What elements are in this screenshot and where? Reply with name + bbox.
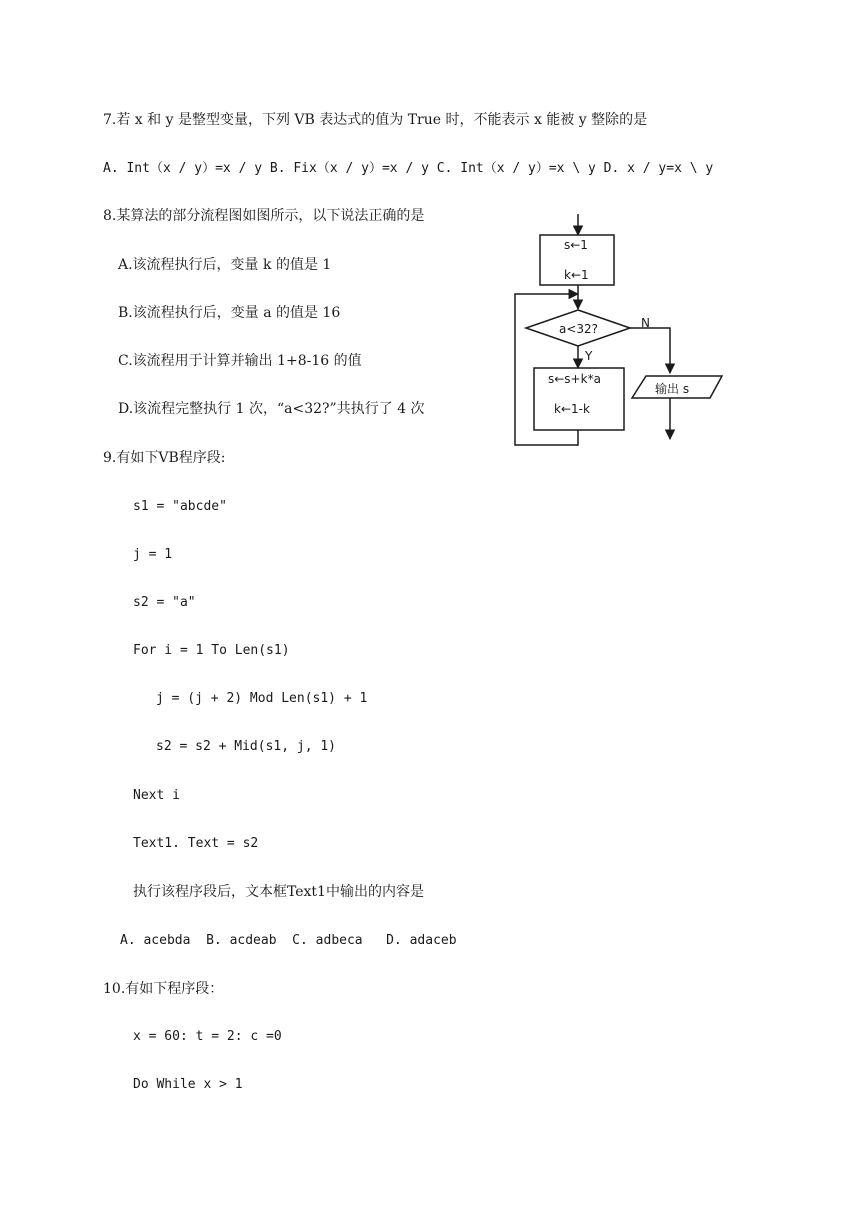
q8-option-c: C.该流程用于计算并输出 1+8-16 的值 (118, 353, 362, 369)
q7-stem: 7.若 x 和 y 是整型变量，下列 VB 表达式的值为 True 时，不能表示 x 能被 y 整除的是 (103, 112, 648, 128)
q9-question: 执行该程序段后，文本框Text1中输出的内容是 (133, 884, 424, 900)
no-arrow (630, 328, 670, 373)
q8-option-a: A.该流程执行后，变量 k 的值是 1 (118, 257, 332, 273)
code-line: s2 = "a" (133, 595, 196, 610)
body-line1: s←s+k*a (548, 372, 601, 386)
code-line: Text1. Text = s2 (133, 836, 259, 851)
q8-option-b: B.该流程执行后，变量 a 的值是 16 (118, 305, 341, 321)
body-line2: k←1-k (554, 402, 590, 416)
code-line: s2 = s2 + Mid(s1, j, 1) (156, 739, 337, 754)
init-s: s←1 (564, 238, 588, 252)
flowchart (508, 208, 728, 448)
q8-option-d: D.该流程完整执行 1 次，“a<32?”共执行了 4 次 (118, 401, 425, 417)
q7-options: A. Int（x / y）=x / y B. Fix（x / y）=x / y C. Int（x / y）=x \ y D. x / y=x \ y (103, 161, 714, 176)
code-line: j = (j + 2) Mod Len(s1) + 1 (156, 691, 368, 706)
output-text: 输出 s (655, 382, 690, 396)
condition-text: a<32? (559, 322, 599, 336)
code-line: s1 = "abcde" (133, 499, 227, 514)
code-line: For i = 1 To Len(s1) (133, 643, 290, 658)
no-label: N (641, 316, 650, 330)
q10-stem: 10.有如下程序段： (103, 981, 224, 997)
yes-label: Y (585, 349, 593, 363)
code-line: Do While x > 1 (133, 1077, 243, 1092)
init-k: k←1 (564, 268, 589, 282)
q9-options: A. acebda B. acdeab C. adbeca D. adaceb (120, 933, 457, 948)
q8-stem: 8.某算法的部分流程图如图所示，以下说法正确的是 (103, 208, 425, 224)
q9-stem: 9.有如下VB程序段: (103, 450, 226, 466)
code-line: x = 60: t = 2: c =0 (133, 1029, 282, 1044)
code-line: Next i (133, 788, 180, 803)
code-line: j = 1 (133, 547, 173, 562)
loop-back-arrow (515, 294, 578, 445)
